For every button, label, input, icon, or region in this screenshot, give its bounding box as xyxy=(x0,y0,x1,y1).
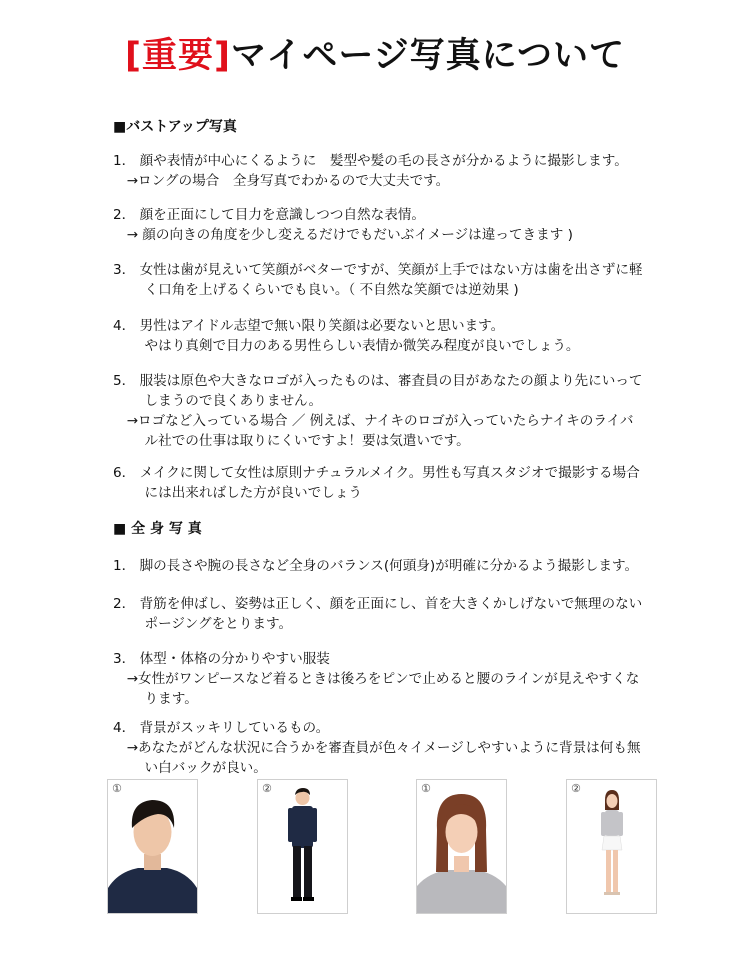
page-title xyxy=(0,28,750,78)
item-line: 2． 顔を正面にして目力を意識しつつ自然な表情。 xyxy=(113,207,426,223)
bust-item-3 xyxy=(113,260,713,300)
photo-male-bust xyxy=(107,779,198,914)
full-item-2 xyxy=(113,594,713,634)
item-line: ポージングをとります。 xyxy=(113,616,293,632)
item-line: 6． メイクに関して女性は原則ナチュラルメイク。男性も写真スタジオで撮影する場合 xyxy=(113,465,640,481)
male-full-body-illustration xyxy=(258,780,347,913)
item-line: しまうので良くありません。 xyxy=(113,393,323,409)
photo-male-full-body xyxy=(257,779,348,914)
item-line: ル社での仕事は取りにくいですよ！要は気遣いです。 xyxy=(113,433,470,449)
item-line: 2． 背筋を伸ばし、姿勢は正しく、顔を正面にし、首を大きくかしげないで無理のない xyxy=(113,596,643,612)
item-line: →ロゴなど入っている場合 ／ 例えば、ナイキのロゴが入っていたらナイキのライバ xyxy=(113,413,634,429)
item-line: 4． 男性はアイドル志望で無い限り笑顔は必要ないと思います。 xyxy=(113,318,505,334)
item-line: 5． 服装は原色や大きなロゴが入ったものは、審査員の目があなたの顔より先にいって xyxy=(113,373,643,389)
item-line: 3． 体型・体格の分かりやすい服装 xyxy=(113,651,330,667)
item-line: い白バックが良い。 xyxy=(113,760,267,776)
photo-number: ① xyxy=(112,782,122,795)
bust-item-4 xyxy=(113,316,713,356)
bust-item-1 xyxy=(113,151,713,191)
item-line: く口角を上げるくらいでも良い。（ 不自然な笑顔では逆効果 ) xyxy=(113,282,519,298)
full-item-1 xyxy=(113,556,713,576)
item-line: には出来ればした方が良いでしょう xyxy=(113,485,363,501)
full-item-4 xyxy=(113,718,713,778)
photo-female-bust xyxy=(416,779,507,914)
item-line: やはり真剣で目力のある男性らしい表情か微笑み程度が良いでしょう。 xyxy=(113,338,580,354)
photo-number: ② xyxy=(571,782,581,795)
item-line: 1． 顔や表情が中心にくるように 髪型や髪の毛の長さが分かるように撮影します。 xyxy=(113,153,628,169)
female-bust-illustration xyxy=(417,780,506,913)
title-important-tag: [重要] xyxy=(125,36,232,76)
item-line: → 顔の向きの角度を少し変えるだけでもだいぶイメージは違ってきます ) xyxy=(113,227,573,243)
item-line: →あなたがどんな状況に合うかを審査員が色々イメージしやすいように背景は何も無 xyxy=(113,740,641,756)
title-text: マイページ写真について xyxy=(231,36,625,76)
male-bust-illustration xyxy=(108,780,197,913)
photo-female-full-body xyxy=(566,779,657,914)
bust-item-6 xyxy=(113,463,713,503)
full-item-3 xyxy=(113,649,713,709)
item-line: 4． 背景がスッキリしているもの。 xyxy=(113,720,330,736)
bust-item-2 xyxy=(113,205,713,245)
item-line: 1． 脚の長さや腕の長さなど全身のバランス(何頭身)が明確に分かるよう撮影します。 xyxy=(113,558,639,574)
photo-number: ① xyxy=(421,782,431,795)
female-full-body-illustration xyxy=(567,780,656,913)
item-line: →女性がワンピースなど着るときは後ろをピンで止めると腰のラインが見えやすくな xyxy=(113,671,640,687)
item-line: ります。 xyxy=(113,691,198,707)
photo-number: ② xyxy=(262,782,272,795)
section-heading-bust: ■バストアップ写真 xyxy=(113,119,237,135)
section-heading-full-body: ■ 全 身 写 真 xyxy=(113,521,202,537)
bust-item-5 xyxy=(113,371,713,451)
item-line: 3． 女性は歯が見えいて笑顔がベターですが、笑顔が上手ではない方は歯を出さずに軽 xyxy=(113,262,643,278)
item-line: →ロングの場合 全身写真でわかるので大丈夫です。 xyxy=(113,173,450,189)
